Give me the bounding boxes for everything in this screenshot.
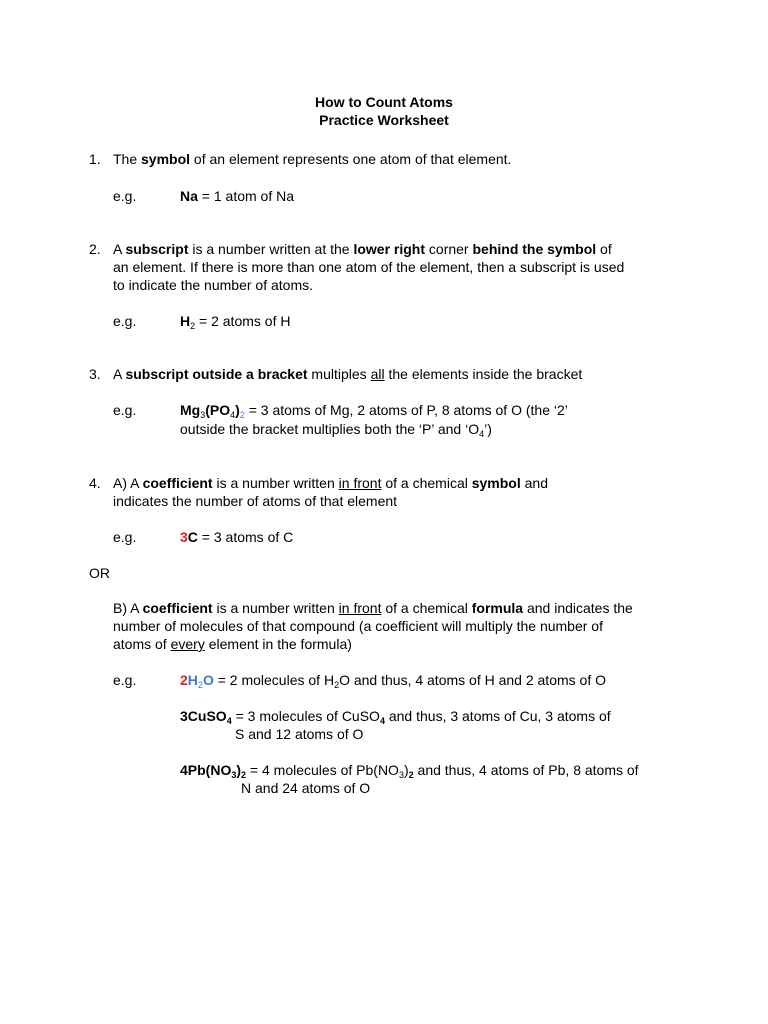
item-2-example: $H_2 = 2$ atoms of H <box>180 313 291 331</box>
item-4b-example-3-line-1: $4Pb(NO_3)_2 = 4$ molecules of $Pb(NO_3)_2$ and thus, 4 atoms of Pb, 8 atoms of <box>180 762 639 780</box>
item-1-text: The symbol of an element represents one atom of that element. <box>113 151 512 167</box>
item-3-example-line-1: $Mg_3(PO_4)_2 = 3$ atoms of Mg, 2 atoms of P, 8 atoms of O (the ‘2’ <box>180 402 568 420</box>
item-4b-example-3-line-2: N and 24 atoms of O <box>241 780 371 796</box>
item-4a-line-2: indicates the number of atoms of that element <box>113 493 398 509</box>
item-4a-example: 3C = 3 atoms of C <box>180 529 294 545</box>
item-4b-eg-label: e.g. <box>113 672 137 688</box>
item-2-eg-label: e.g. <box>113 313 137 329</box>
item-3-example-line-2: outside the bracket multiplies both the ‘P’ and ‘$O_4$’) <box>180 421 492 439</box>
item-2-line-2: an element. If there is more than one atom of the element, then a subscript is used <box>113 259 625 275</box>
item-1-eg-label: e.g. <box>113 188 137 204</box>
item-3-eg-label: e.g. <box>113 402 137 418</box>
item-2-line-1: A subscript is a number written at the lower right corner behind the symbol of <box>113 241 612 257</box>
title-line-1: How to Count Atoms <box>315 94 453 110</box>
item-2-line-3: to indicate the number of atoms. <box>113 277 313 293</box>
title-line-2: Practice Worksheet <box>319 112 449 128</box>
item-4b-line-3: atoms of every element in the formula) <box>113 636 352 652</box>
item-4b-example-2-line-1: 3CuSO$_4$ = 3 molecules of CuSO$_4$ and thus, 3 atoms of Cu, 3 atoms of <box>180 708 611 726</box>
item-4b-example-1: $2H_2O = 2$ molecules of $H_2O$ and thus, 4 atoms of H and 2 atoms of O <box>180 672 606 690</box>
or-label: OR <box>89 565 110 581</box>
item-4a-line-1: A) A coefficient is a number written in front of a chemical symbol and <box>113 475 548 491</box>
item-1-number: 1. <box>89 151 101 167</box>
item-4a-eg-label: e.g. <box>113 529 137 545</box>
item-3-text: A subscript outside a bracket multiples all the elements inside the bracket <box>113 366 583 382</box>
item-2-number: 2. <box>89 241 101 257</box>
item-1-example: Na = 1 atom of Na <box>180 188 295 204</box>
item-4b-line-2: number of molecules of that compound (a coefficient will multiply the number of <box>113 618 603 634</box>
item-3-number: 3. <box>89 366 101 382</box>
item-4b-example-2-line-2: S and 12 atoms of O <box>235 726 364 742</box>
item-4b-line-1: B) A coefficient is a number written in front of a chemical formula and indicates the <box>113 600 633 616</box>
item-4-number: 4. <box>89 475 101 491</box>
